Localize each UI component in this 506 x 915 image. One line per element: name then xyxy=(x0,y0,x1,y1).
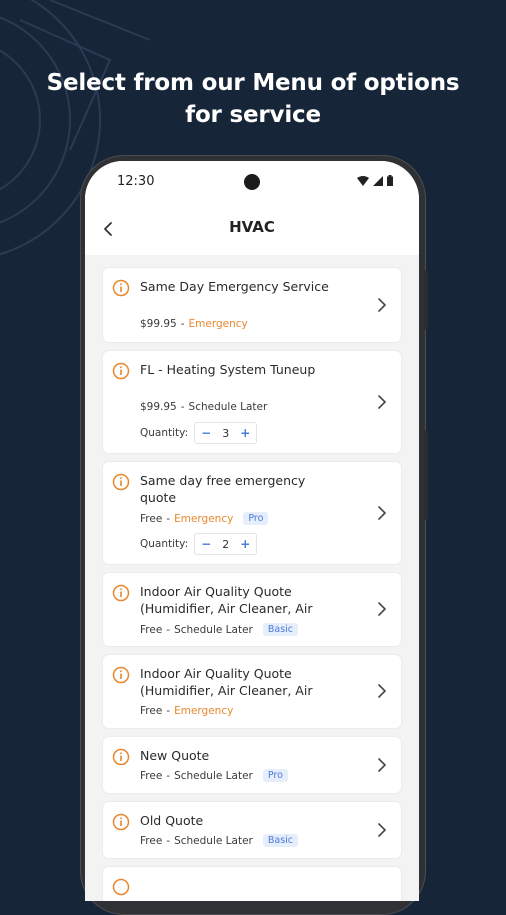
info-icon xyxy=(112,813,130,831)
meta-separator: - xyxy=(166,705,171,717)
meta-separator: - xyxy=(166,623,171,636)
quantity-label: Quantity: xyxy=(140,538,189,550)
info-icon xyxy=(112,748,130,766)
meta-separator: - xyxy=(166,769,171,782)
service-price: $99.95 xyxy=(140,401,177,413)
app-bar xyxy=(85,205,419,255)
service-title: Old Quote xyxy=(140,813,204,828)
quantity-row xyxy=(140,533,257,555)
chevron-right-icon xyxy=(377,394,387,410)
service-title: Indoor Air Quality Quote (Humidifier, Air Cleaner, Air xyxy=(140,666,313,698)
increment-button[interactable]: + xyxy=(240,537,251,551)
decrement-button[interactable]: − xyxy=(201,426,212,440)
info-icon xyxy=(112,584,130,602)
service-title: FL - Heating System Tuneup xyxy=(140,362,316,377)
quantity-label: Quantity: xyxy=(140,427,189,439)
headline-line-2: for service xyxy=(185,102,321,128)
meta-separator: - xyxy=(180,318,185,330)
service-title: Indoor Air Quality Quote (Humidifier, Air Cleaner, Air xyxy=(140,584,313,616)
status-icons xyxy=(357,175,393,186)
plan-badge: Basic xyxy=(263,623,298,636)
quantity-stepper xyxy=(194,422,257,444)
meta-separator: - xyxy=(180,401,185,413)
quantity-stepper xyxy=(194,533,257,555)
schedule-type: Schedule Later xyxy=(188,401,268,413)
chevron-right-icon xyxy=(377,297,387,313)
plan-badge: Basic xyxy=(263,834,298,847)
service-card[interactable] xyxy=(103,573,401,646)
quantity-value: 2 xyxy=(222,537,230,551)
service-meta xyxy=(140,318,248,330)
service-meta xyxy=(140,769,288,782)
phone-side-button-lower xyxy=(424,430,428,520)
page-title: HVAC xyxy=(229,218,275,236)
battery-icon xyxy=(387,175,393,186)
info-icon xyxy=(112,666,130,684)
schedule-type: Schedule Later xyxy=(174,623,253,636)
meta-separator: - xyxy=(166,512,171,525)
service-price: Free xyxy=(140,512,163,525)
service-meta xyxy=(140,834,298,847)
quantity-value: 3 xyxy=(222,426,230,440)
schedule-type: Schedule Later xyxy=(174,769,253,782)
schedule-type: Emergency xyxy=(188,318,248,330)
service-meta xyxy=(140,623,298,636)
plan-badge: Pro xyxy=(263,769,288,782)
schedule-type: Emergency xyxy=(174,705,234,717)
plan-badge: Pro xyxy=(243,512,268,525)
chevron-right-icon xyxy=(377,505,387,521)
quantity-row xyxy=(140,422,257,444)
phone-side-button xyxy=(424,270,428,330)
service-card[interactable] xyxy=(103,737,401,793)
status-bar xyxy=(85,161,419,205)
wifi-icon xyxy=(357,176,369,186)
service-price: Free xyxy=(140,623,163,636)
service-meta xyxy=(140,512,268,525)
service-card[interactable] xyxy=(103,462,401,564)
status-time: 12:30 xyxy=(117,174,155,189)
service-title: Same Day Emergency Service xyxy=(140,279,329,294)
schedule-type: Schedule Later xyxy=(174,834,253,847)
headline xyxy=(0,67,506,131)
increment-button[interactable]: + xyxy=(240,426,251,440)
service-meta xyxy=(140,705,233,717)
service-card-partial[interactable] xyxy=(103,867,401,901)
service-list xyxy=(103,268,401,901)
info-icon xyxy=(112,473,130,491)
phone-screen xyxy=(85,161,419,901)
service-card[interactable] xyxy=(103,655,401,728)
meta-separator: - xyxy=(166,834,171,847)
chevron-right-icon xyxy=(377,601,387,617)
decrement-button[interactable]: − xyxy=(201,537,212,551)
service-meta xyxy=(140,401,267,413)
info-icon xyxy=(112,279,130,297)
service-price: Free xyxy=(140,705,163,717)
chevron-right-icon xyxy=(377,757,387,773)
service-price: Free xyxy=(140,769,163,782)
schedule-type: Emergency xyxy=(174,512,234,525)
service-title: Same day free emergency quote xyxy=(140,473,306,505)
service-card[interactable] xyxy=(103,268,401,342)
chevron-right-icon xyxy=(377,683,387,699)
info-icon xyxy=(112,878,130,896)
headline-line-1: Select from our Menu of options xyxy=(46,70,460,96)
camera-notch xyxy=(244,174,260,190)
chevron-right-icon xyxy=(377,822,387,838)
signal-icon xyxy=(373,176,383,186)
service-card[interactable] xyxy=(103,802,401,858)
service-title: New Quote xyxy=(140,748,210,763)
info-icon xyxy=(112,362,130,380)
service-card[interactable] xyxy=(103,351,401,453)
service-price: Free xyxy=(140,834,163,847)
service-price: $99.95 xyxy=(140,318,177,330)
